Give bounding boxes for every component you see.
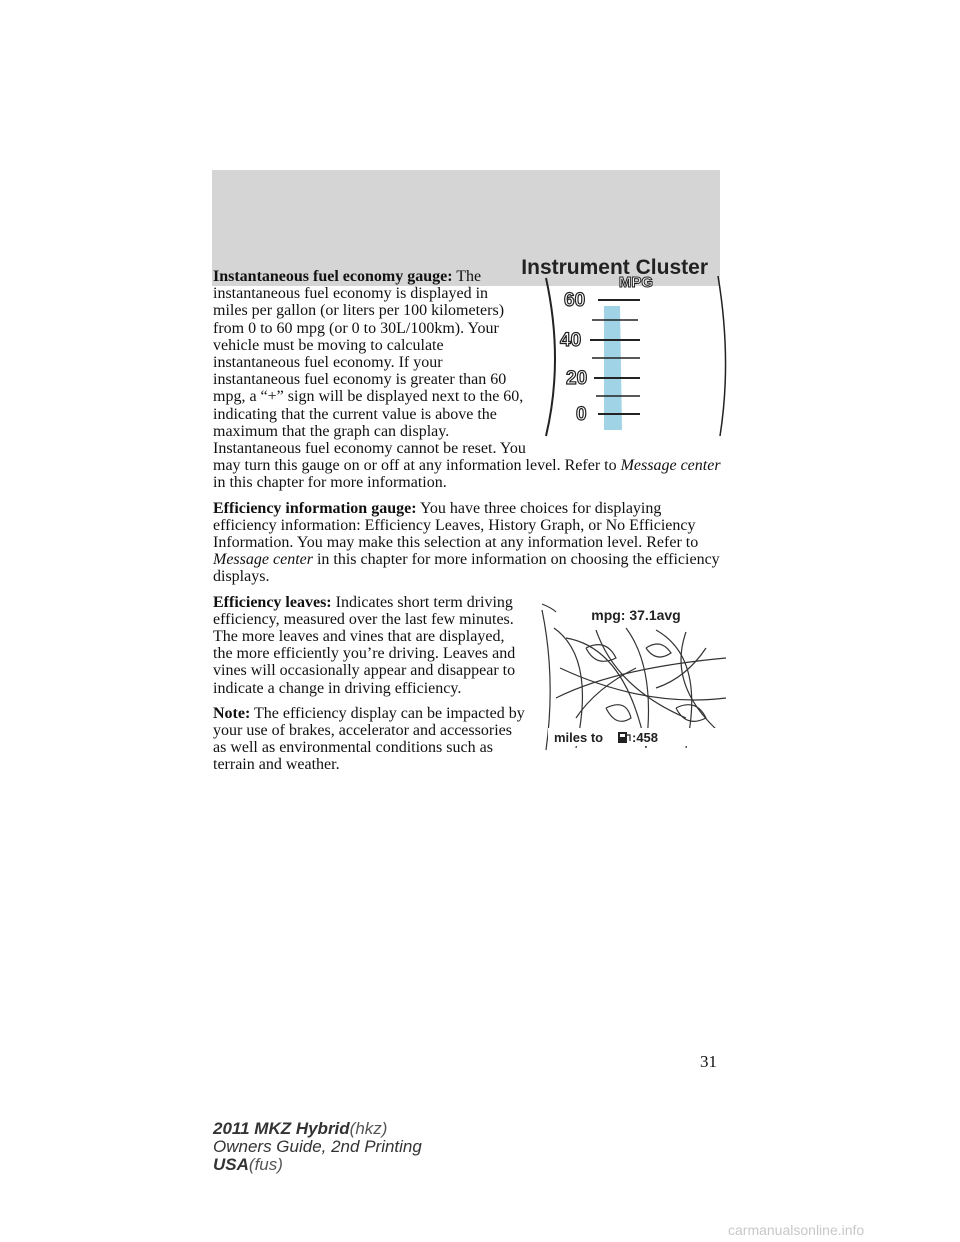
lead-instantaneous: Instantaneous fuel economy gauge:	[213, 268, 453, 285]
text-instantaneous: The instantaneous fuel economy is displayed in miles per gallon (or liters per 100 kilometers) from 0 to 60 mpg (or 0 to 30L/100km). Your vehicle must be moving to calculate instantaneous fuel economy. If your instantaneous fuel economy is greater than 60 mpg, a “+” sign will be displayed next to the 60, indicating that the current value is above the maximum that the graph can display. Instantaneous fuel economy cannot be reset. You may turn this gauge on or off at any information level. Refer to	[213, 268, 621, 475]
footer-model-code: (hkz)	[349, 1119, 388, 1138]
leaves-miles-label: miles to	[554, 729, 604, 745]
lead-efficiency-info: Efficiency information gauge:	[213, 499, 417, 517]
section-title: Instrument Cluster	[521, 256, 708, 279]
body-text	[213, 268, 721, 782]
gauge-label: MPG	[618, 274, 654, 291]
lead-efficiency-leaves: Efficiency leaves:	[213, 593, 332, 611]
gauge-tick-20: 20	[566, 368, 588, 389]
text-note: The efficiency display can be impacted by your use of brakes, accelerator and accessories as well as environmental conditions such as terrain and weather.	[213, 704, 525, 774]
mpg-gauge-figure	[536, 270, 736, 442]
footer	[213, 1120, 422, 1174]
gauge-tick-60: 60	[564, 290, 586, 311]
text-efficiency-leaves: Indicates short term driving efficiency, measured over the last few minutes. The more leaves and vines that are displayed, the more efficiently you’re driving. Leaves and vines will occasionally appear and disappear to indicate a change in driving efficiency.	[213, 593, 516, 697]
footer-line-1	[213, 1120, 422, 1138]
footer-model: 2011 MKZ Hybrid	[213, 1119, 350, 1138]
text-efficiency-info: You have three choices for displaying efficiency information: Efficiency Leaves, History Graph, or No Efficiency Information. You may make this selection at any information level. Refer to	[213, 499, 699, 552]
paragraph-efficiency-info	[213, 500, 721, 586]
efficiency-leaves-figure	[536, 598, 736, 758]
lead-note: Note:	[213, 704, 251, 722]
footer-line-3	[213, 1156, 422, 1174]
gauge-fill	[604, 306, 622, 430]
leaves-mpg-readout: mpg: 37.1avg	[591, 606, 681, 623]
tail-instantaneous: in this chapter for more information.	[213, 474, 447, 492]
ref-message-center-2: Message center	[213, 551, 313, 569]
footer-market: USA	[213, 1155, 249, 1174]
footer-line-2: Owners Guide, 2nd Printing	[213, 1137, 422, 1156]
gauge-tick-0: 0	[576, 404, 587, 425]
watermark: carmanualsonline.info	[728, 1222, 865, 1238]
paragraph-instantaneous-gauge	[213, 268, 721, 492]
gauge-tick-40: 40	[560, 330, 582, 351]
tail-efficiency-info: in this chapter for more information on choosing the efficiency displays.	[213, 551, 720, 586]
leaves-miles-value: :458	[632, 729, 659, 745]
footer-market-code: (fus)	[248, 1155, 283, 1174]
ref-message-center-1: Message center	[620, 457, 721, 475]
page-number: 31	[700, 1052, 717, 1071]
